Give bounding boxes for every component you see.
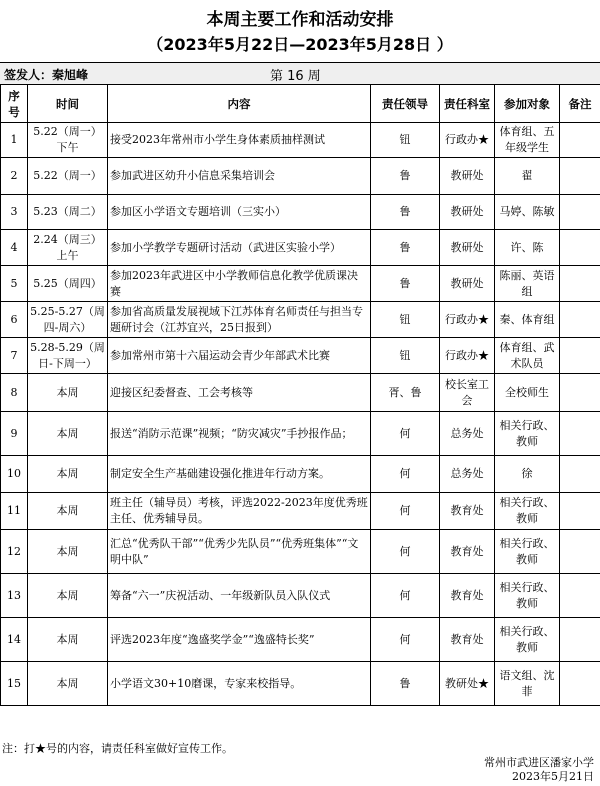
table-row — [1, 302, 600, 338]
cell-content: 参加省高质量发展视域下江苏体育名师责任与担当专题研讨会（江苏宜兴，25日报到） — [108, 302, 371, 338]
table-row — [1, 530, 600, 574]
cell-participants: 许、陈 — [495, 230, 560, 266]
cell-office: 教研处 — [440, 195, 495, 230]
cell-remarks — [560, 456, 600, 493]
table-row — [1, 158, 600, 195]
cell-time: 本周 — [28, 456, 108, 493]
cell-remarks — [560, 530, 600, 574]
cell-leader: 钮 — [371, 338, 440, 374]
cell-content: 汇总“优秀队干部”“优秀少先队员”“优秀班集体”“文明中队” — [108, 530, 371, 574]
cell-content: 小学语文30+10磨课，专家来校指导。 — [108, 662, 371, 706]
cell-seq: 5 — [1, 266, 28, 302]
page-title: 本周主要工作和活动安排 — [206, 10, 394, 30]
cell-remarks — [560, 338, 600, 374]
cell-time: 5.22（周一） — [28, 158, 108, 195]
footer — [484, 756, 594, 784]
cell-office: 行政办★ — [440, 302, 495, 338]
cell-content: 参加常州市第十六届运动会青少年部武术比赛 — [108, 338, 371, 374]
cell-participants: 马婷、陈敏 — [495, 195, 560, 230]
cell-leader: 钮 — [371, 302, 440, 338]
header-content: 内容 — [108, 85, 371, 123]
cell-seq: 13 — [1, 574, 28, 618]
cell-office: 总务处 — [440, 456, 495, 493]
cell-remarks — [560, 123, 600, 158]
signer: 签发人：秦旭峰 — [4, 68, 89, 82]
cell-office: 行政办★ — [440, 338, 495, 374]
cell-leader: 鲁 — [371, 195, 440, 230]
header-office: 责任科室 — [440, 85, 495, 123]
cell-remarks — [560, 618, 600, 662]
cell-seq: 3 — [1, 195, 28, 230]
footer-school: 常州市武进区潘家小学 — [484, 756, 594, 769]
cell-content: 参加小学教学专题研讨活动（武进区实验小学） — [108, 230, 371, 266]
cell-participants: 相关行政、教师 — [495, 493, 560, 530]
header-participants: 参加对象 — [495, 85, 560, 123]
cell-seq: 10 — [1, 456, 28, 493]
cell-leader: 何 — [371, 456, 440, 493]
cell-office: 校长室工会 — [440, 374, 495, 412]
cell-leader: 胥、鲁 — [371, 374, 440, 412]
cell-remarks — [560, 230, 600, 266]
table-row — [1, 266, 600, 302]
cell-remarks — [560, 412, 600, 456]
cell-leader: 何 — [371, 412, 440, 456]
table-row — [1, 230, 600, 266]
cell-participants: 徐 — [495, 456, 560, 493]
cell-time: 本周 — [28, 618, 108, 662]
week-label: 第 16 周 — [270, 69, 321, 84]
cell-time: 5.25（周四） — [28, 266, 108, 302]
cell-seq: 9 — [1, 412, 28, 456]
cell-office: 教研处 — [440, 266, 495, 302]
cell-time: 本周 — [28, 412, 108, 456]
table-row — [1, 338, 600, 374]
cell-content: 制定安全生产基础建设强化推进年行动方案。 — [108, 456, 371, 493]
cell-office: 教研处 — [440, 158, 495, 195]
cell-remarks — [560, 158, 600, 195]
cell-seq: 14 — [1, 618, 28, 662]
cell-time: 本周 — [28, 493, 108, 530]
cell-seq: 7 — [1, 338, 28, 374]
cell-participants: 翟 — [495, 158, 560, 195]
note: 注：打★号的内容，请责任科室做好宣传工作。 — [2, 742, 233, 755]
table-row — [1, 574, 600, 618]
table-row — [1, 374, 600, 412]
cell-content: 评选2023年度“逸盛奖学金”“逸盛特长奖” — [108, 618, 371, 662]
cell-time: 5.22（周一）下午 — [28, 123, 108, 158]
cell-time: 本周 — [28, 662, 108, 706]
header-time: 时间 — [28, 85, 108, 123]
cell-participants: 陈丽、英语组 — [495, 266, 560, 302]
cell-participants: 体育组、五年级学生 — [495, 123, 560, 158]
cell-time: 本周 — [28, 574, 108, 618]
cell-remarks — [560, 302, 600, 338]
date-range-subtitle: （2023年5月22日—2023年5月28日 ） — [147, 35, 453, 54]
table-row — [1, 662, 600, 706]
cell-office: 教育处 — [440, 574, 495, 618]
cell-office: 教育处 — [440, 530, 495, 574]
meta-row — [0, 62, 600, 85]
cell-leader: 鲁 — [371, 158, 440, 195]
table-row — [1, 195, 600, 230]
cell-office: 教育处 — [440, 618, 495, 662]
table-row — [1, 123, 600, 158]
cell-participants: 相关行政、教师 — [495, 574, 560, 618]
cell-seq: 6 — [1, 302, 28, 338]
cell-seq: 12 — [1, 530, 28, 574]
cell-content: 迎接区纪委督查、工会考核等 — [108, 374, 371, 412]
cell-leader: 何 — [371, 618, 440, 662]
table-row — [1, 456, 600, 493]
cell-office: 教育处 — [440, 493, 495, 530]
cell-leader: 何 — [371, 493, 440, 530]
cell-time: 5.23（周二） — [28, 195, 108, 230]
cell-content: 参加2023年武进区中小学教师信息化教学优质课决赛 — [108, 266, 371, 302]
cell-time: 本周 — [28, 530, 108, 574]
cell-seq: 15 — [1, 662, 28, 706]
cell-office: 总务处 — [440, 412, 495, 456]
cell-time: 5.28-5.29（周日-下周一） — [28, 338, 108, 374]
table-row — [1, 618, 600, 662]
cell-leader: 鲁 — [371, 230, 440, 266]
cell-time: 2.24（周三）上午 — [28, 230, 108, 266]
cell-remarks — [560, 662, 600, 706]
header-row — [1, 85, 600, 123]
header-remarks: 备注 — [560, 85, 600, 123]
cell-content: 参加区小学语文专题培训（三实小） — [108, 195, 371, 230]
cell-seq: 4 — [1, 230, 28, 266]
cell-participants: 语文组、沈菲 — [495, 662, 560, 706]
cell-remarks — [560, 574, 600, 618]
cell-content: 报送“消防示范课”视频；“防灾减灾”手抄报作品； — [108, 412, 371, 456]
schedule-table — [0, 84, 600, 706]
cell-leader: 鲁 — [371, 266, 440, 302]
cell-remarks — [560, 374, 600, 412]
cell-participants: 体育组、武术队员 — [495, 338, 560, 374]
cell-remarks — [560, 266, 600, 302]
cell-content: 筹备“六一”庆祝活动、一年级新队员入队仪式 — [108, 574, 371, 618]
cell-participants: 全校师生 — [495, 374, 560, 412]
cell-remarks — [560, 195, 600, 230]
cell-leader: 鲁 — [371, 662, 440, 706]
cell-participants: 相关行政、教师 — [495, 412, 560, 456]
cell-time: 本周 — [28, 374, 108, 412]
cell-participants: 秦、体育组 — [495, 302, 560, 338]
cell-office: 教研处★ — [440, 662, 495, 706]
cell-content: 班主任（辅导员）考核，评选2022-2023年度优秀班主任、优秀辅导员。 — [108, 493, 371, 530]
header-leader: 责任领导 — [371, 85, 440, 123]
cell-seq: 2 — [1, 158, 28, 195]
cell-seq: 8 — [1, 374, 28, 412]
cell-participants: 相关行政、教师 — [495, 530, 560, 574]
cell-time: 5.25-5.27（周四-周六） — [28, 302, 108, 338]
cell-office: 教研处 — [440, 230, 495, 266]
cell-content: 参加武进区幼升小信息采集培训会 — [108, 158, 371, 195]
table-row — [1, 412, 600, 456]
cell-leader: 钮 — [371, 123, 440, 158]
cell-leader: 何 — [371, 574, 440, 618]
cell-seq: 11 — [1, 493, 28, 530]
cell-participants: 相关行政、教师 — [495, 618, 560, 662]
cell-leader: 何 — [371, 530, 440, 574]
cell-seq: 1 — [1, 123, 28, 158]
cell-office: 行政办★ — [440, 123, 495, 158]
cell-remarks — [560, 493, 600, 530]
header-seq: 序号 — [1, 85, 28, 123]
footer-date: 2023年5月21日 — [512, 770, 594, 783]
table-row — [1, 493, 600, 530]
cell-content: 接受2023年常州市小学生身体素质抽样测试 — [108, 123, 371, 158]
